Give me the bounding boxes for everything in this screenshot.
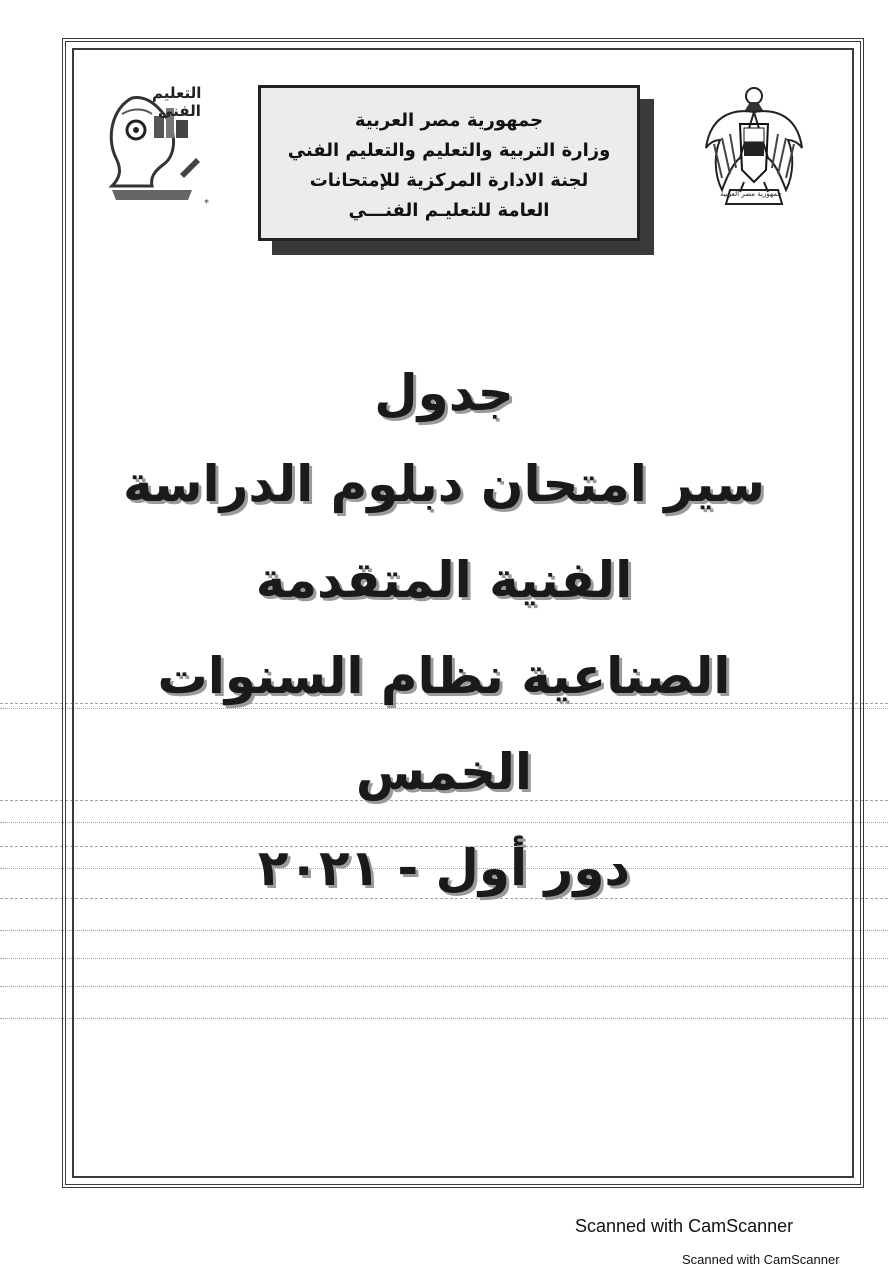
eagle-emblem-icon (700, 78, 808, 228)
title-line-6: دور أول - ٢٠٢١ (257, 839, 631, 897)
scanner-watermark-small: Scanned with CamScanner (682, 1252, 840, 1267)
header-country: جمهورية مصر العربية (354, 110, 544, 131)
scanner-watermark: Scanned with CamScanner (575, 1216, 794, 1236)
svg-text:*: * (204, 198, 209, 208)
title-line-2: سير امتحان دبلوم الدراسة (123, 455, 765, 513)
title-line-5: الخمس (355, 743, 533, 801)
header-box (258, 85, 640, 241)
egypt-eagle-emblem (700, 78, 808, 228)
logo-text-top: التعليم (152, 84, 202, 102)
title-line-1: جدول (374, 364, 514, 422)
logo-text-bottom: الفنى (158, 102, 201, 120)
header-committee: لجنة الادارة المركزية للإمتحانات (309, 170, 589, 191)
header-department: العامة للتعليـم الفنـــي (348, 200, 550, 221)
title-line-4: الصناعية نظام السنوات (157, 647, 731, 705)
technical-education-logo (92, 78, 210, 208)
header-ministry: وزارة التربية والتعليم والتعليم الفني (287, 140, 611, 161)
main-title (90, 350, 798, 916)
title-line-3: الفنية المتقدمة (255, 551, 633, 609)
emblem-caption: جمهورية مصر العربية (720, 190, 782, 198)
